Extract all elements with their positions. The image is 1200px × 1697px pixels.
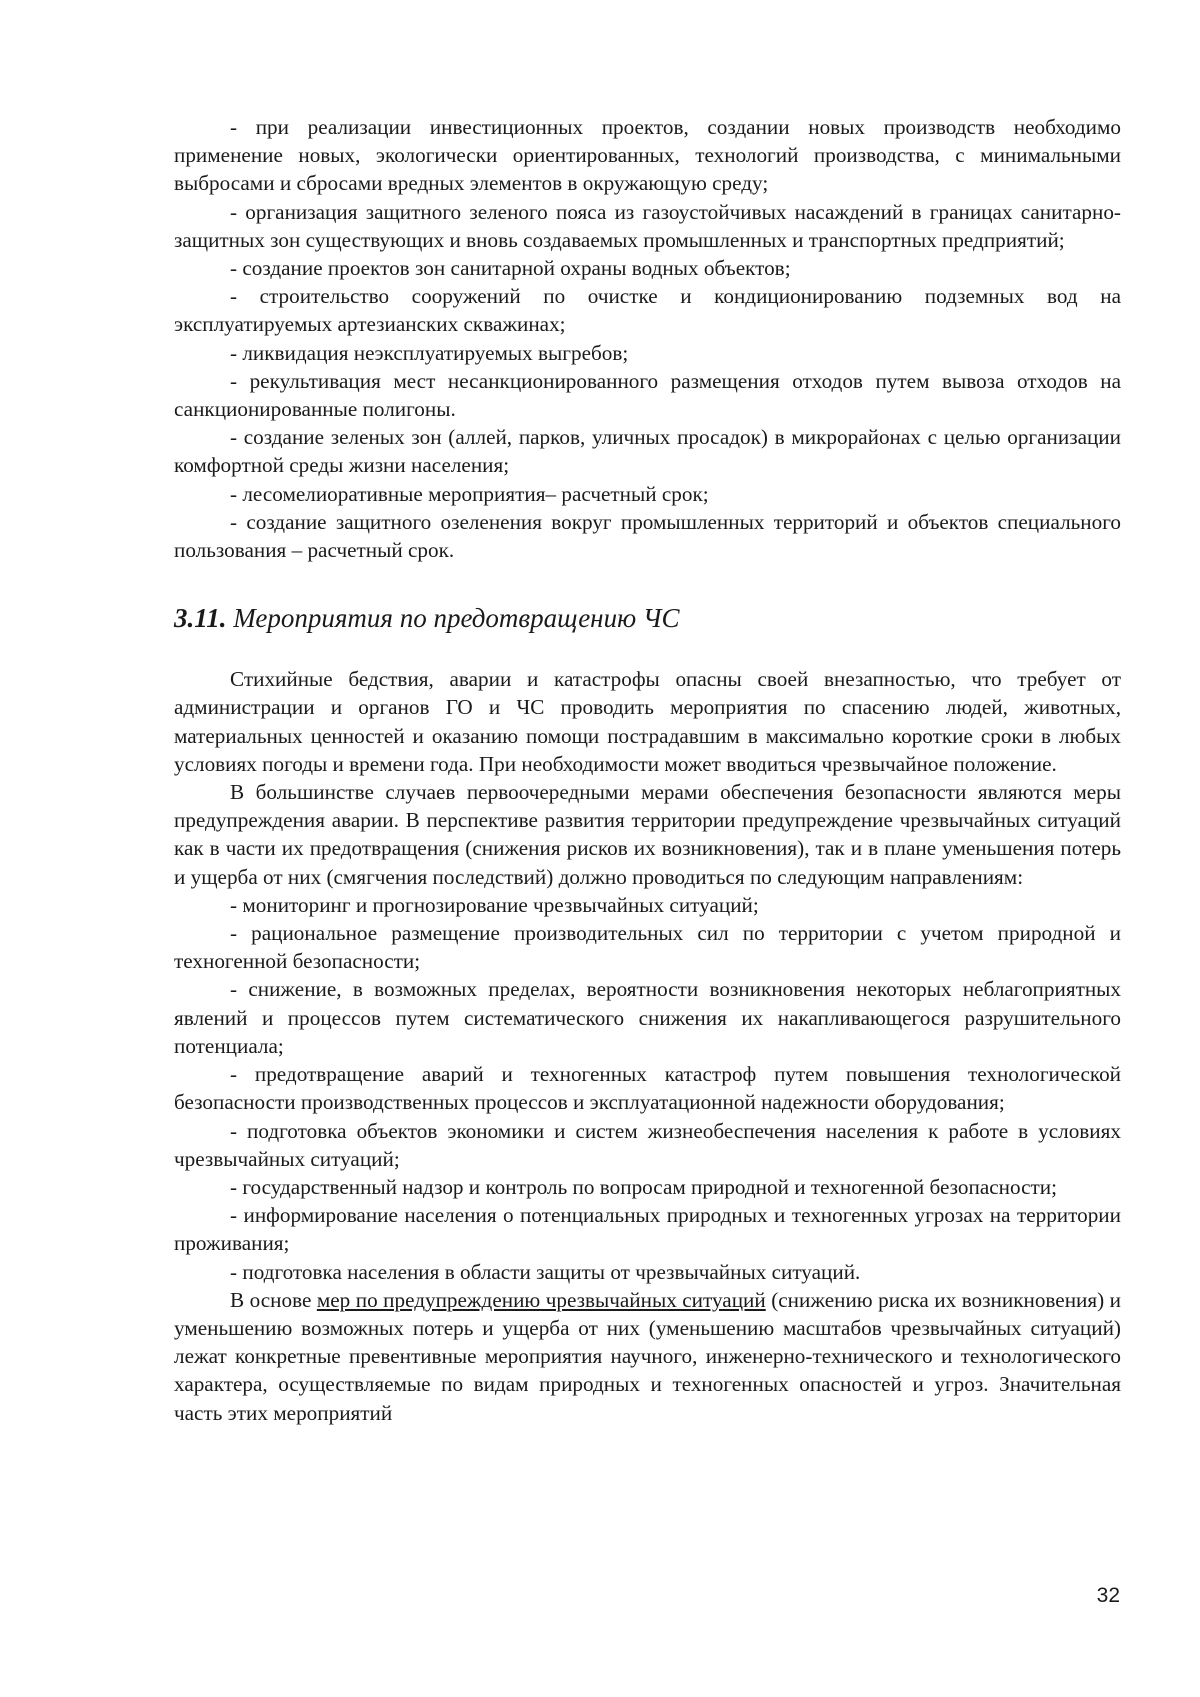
- closing-prefix: В основе: [230, 1287, 317, 1312]
- list-item: - создание защитного озеленения вокруг промышленных территорий и объектов специального пользования – расчетный срок.: [174, 509, 1121, 563]
- list-item: - подготовка объектов экономики и систем жизнеобеспечения населения к работе в условиях чрезвычайных ситуаций;: [174, 1118, 1121, 1171]
- list-item: - организация защитного зеленого пояса из газоустойчивых насаждений в границах санитарно-защитных зон существующих и вновь создаваемых промышленных и транспортных предприятий;: [174, 199, 1121, 252]
- list-item: - рациональное размещение производительных сил по территории с учетом природной и техногенной безопасности;: [174, 921, 1121, 974]
- page-number: 32: [1096, 1584, 1120, 1607]
- list-item: - создание зеленых зон (аллей, парков, уличных просадок) в микрорайонах с целью организации комфортной среды жизни населения;: [174, 425, 1121, 478]
- list-item: - лесомелиоративные мероприятия– расчетный срок;: [230, 481, 709, 506]
- section-number: 3.11.: [174, 603, 227, 634]
- list-item: - подготовка населения в области защиты от чрезвычайных ситуаций.: [230, 1259, 861, 1284]
- list-item: - строительство сооружений по очистке и кондиционированию подземных вод на эксплуатируемых артезианских скважинах;: [174, 284, 1121, 337]
- document-page: [174, 113, 1121, 1427]
- list-item: - предотвращение аварий и техногенных катастроф путем повышения технологической безопасности производственных процессов и эксплуатационной надежности оборудования;: [174, 1062, 1121, 1115]
- list-item: - мониторинг и прогнозирование чрезвычайных ситуаций;: [230, 892, 759, 917]
- section-title: Мероприятия по предотвращению ЧС: [233, 603, 680, 634]
- closing-suffix: (снижению риска их возникновения) и уменьшению возможных потерь и ущерба от них (уменьшению масштабов чрезвычайных ситуаций) лежат конкретные превентивные мероприятия научного, инженерно-технического и технологического характера, осуществляемые по видам природных и техногенных опасностей и угроз. Значительная часть этих мероприятий: [174, 1287, 1121, 1425]
- list-item: - ликвидация неэксплуатируемых выгребов;: [230, 340, 629, 365]
- list-item: - рекультивация мест несанкционированного размещения отходов путем вывоза отходов на санкционированные полигоны.: [174, 368, 1121, 422]
- closing-paragraph: [174, 1286, 1121, 1427]
- section-heading: [174, 601, 1121, 635]
- list-item: - создание проектов зон санитарной охраны водных объектов;: [230, 256, 791, 281]
- paragraph: В большинстве случаев первоочередными мерами обеспечения безопасности являются меры предупреждения аварии. В перспективе развития территории предупреждение чрезвычайных ситуаций как в части их предотвращения (снижения рисков их возникновения), так и в плане уменьшения потерь и ущерба от них (смягчения последствий) должно проводиться по следующим направлениям:: [174, 780, 1121, 889]
- list-item: - снижение, в возможных пределах, вероятности возникновения некоторых неблагоприятных явлений и процессов путем систематического снижения их накапливающегося разрушительного потенциала;: [174, 977, 1121, 1058]
- paragraph: Стихийные бедствия, аварии и катастрофы опасны своей внезапностью, что требует от администрации и органов ГО и ЧС проводить мероприятия по спасению людей, животных, материальных ценностей и оказанию помощи пострадавшим в максимально короткие сроки в любых условиях погоды и времени года. При необходимости может вводиться чрезвычайное положение.: [174, 667, 1121, 776]
- list-item: - при реализации инвестиционных проектов, создании новых производств необходимо применение новых, экологически ориентированных, технологий производства, с минимальными выбросами и сбросами вредных элементов в окружающую среду;: [174, 115, 1121, 196]
- list-item: - государственный надзор и контроль по вопросам природной и техногенной безопасности;: [230, 1174, 1058, 1199]
- list-item: - информирование населения о потенциальных природных и техногенных угрозах на территории проживания;: [174, 1203, 1121, 1256]
- underlined-phrase: мер по предупреждению чрезвычайных ситуаций: [316, 1287, 766, 1312]
